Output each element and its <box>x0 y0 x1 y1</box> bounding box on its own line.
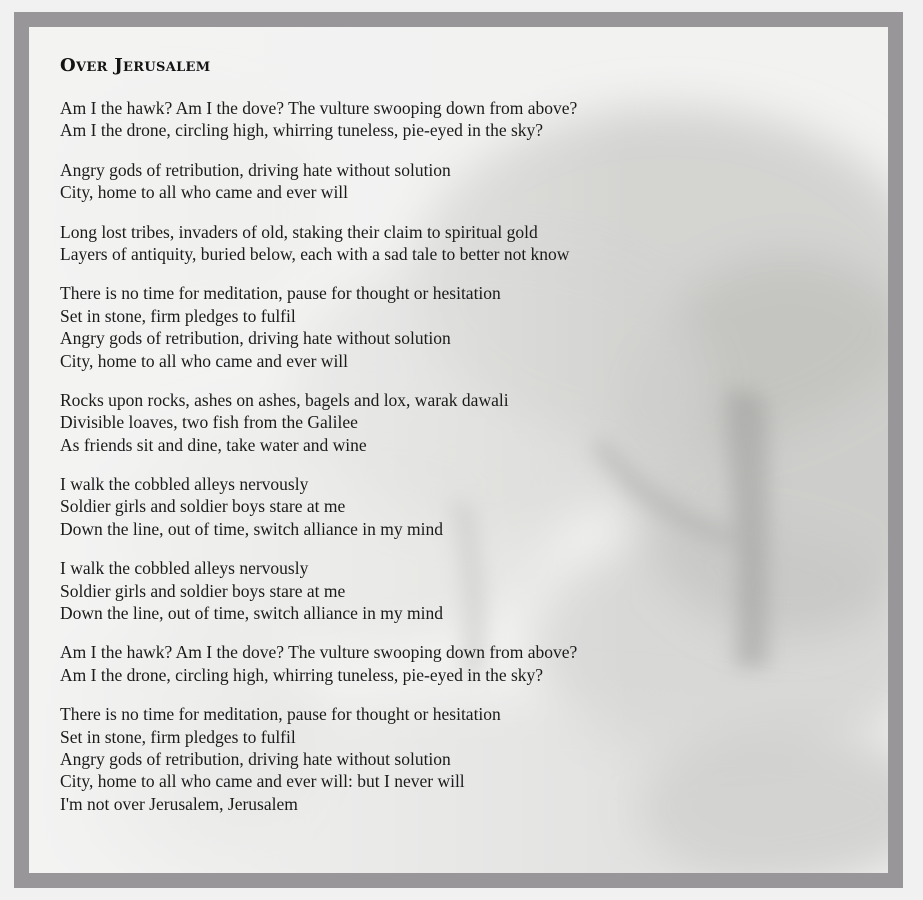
lyric-line: Set in stone, firm pledges to fulfil <box>60 305 296 326</box>
lyrics-stanza <box>60 703 850 815</box>
lyrics-stanzas <box>60 97 850 815</box>
lyrics-stanza <box>60 557 850 624</box>
lyrics-stanza <box>60 159 850 204</box>
lyric-line: Down the line, out of time, switch alliance in my mind <box>60 603 443 624</box>
lyric-line: Soldier girls and soldier boys stare at me <box>60 580 346 601</box>
lyric-line: Down the line, out of time, switch alliance in my mind <box>60 518 443 539</box>
lyric-line: Angry gods of retribution, driving hate without solution <box>60 328 451 349</box>
lyric-line: There is no time for meditation, pause for thought or hesitation <box>60 704 501 725</box>
lyrics-stanza <box>60 641 850 686</box>
lyric-line: There is no time for meditation, pause for thought or hesitation <box>60 283 501 304</box>
lyrics-stanza <box>60 221 850 266</box>
lyric-line: City, home to all who came and ever will: but I never will <box>60 771 465 792</box>
lyric-line: Set in stone, firm pledges to fulfil <box>60 726 296 747</box>
lyric-line: Am I the drone, circling high, whirring tuneless, pie-eyed in the sky? <box>60 120 544 141</box>
lyric-line: Am I the drone, circling high, whirring tuneless, pie-eyed in the sky? <box>60 664 544 685</box>
lyrics-stanza <box>60 97 850 142</box>
lyric-line: I'm not over Jerusalem, Jerusalem <box>60 793 298 814</box>
lyric-line: I walk the cobbled alleys nervously <box>60 558 309 579</box>
lyric-line: City, home to all who came and ever will <box>60 350 349 371</box>
lyric-line: Angry gods of retribution, driving hate without solution <box>60 159 451 180</box>
lyrics-stanza <box>60 473 850 540</box>
lyric-line: Am I the hawk? Am I the dove? The vulture swooping down from above? <box>60 98 578 118</box>
lyric-line: Layers of antiquity, buried below, each with a sad tale to better not know <box>60 243 570 264</box>
lyric-line: I walk the cobbled alleys nervously <box>60 474 309 495</box>
lyric-line: Rocks upon rocks, ashes on ashes, bagels and lox, warak dawali <box>60 389 509 410</box>
lyric-line: As friends sit and dine, take water and wine <box>60 434 367 455</box>
lyric-line: Am I the hawk? Am I the dove? The vulture swooping down from above? <box>60 642 578 663</box>
lyrics-stanza <box>60 282 850 372</box>
lyric-line: Angry gods of retribution, driving hate without solution <box>60 748 451 769</box>
lyrics-stanza <box>60 389 850 456</box>
lyric-line: City, home to all who came and ever will <box>60 182 349 203</box>
lyric-line: Divisible loaves, two fish from the Galilee <box>60 412 358 433</box>
song-title: Over Jerusalem <box>60 55 211 76</box>
lyrics-sheet <box>60 54 850 832</box>
lyric-line: Long lost tribes, invaders of old, staking their claim to spiritual gold <box>60 221 538 242</box>
lyric-line: Soldier girls and soldier boys stare at me <box>60 496 346 517</box>
